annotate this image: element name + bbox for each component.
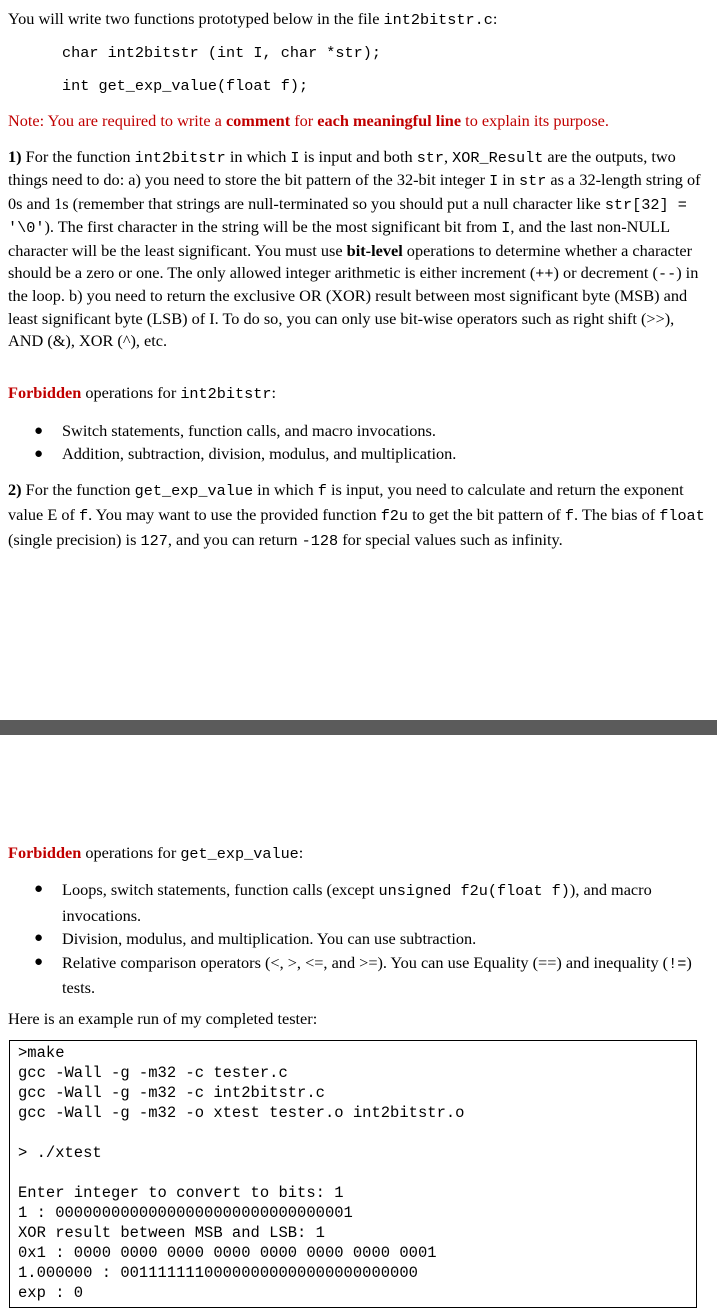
terminal-line: gcc -Wall -g -m32 -c tester.c xyxy=(18,1064,288,1082)
terminal-line xyxy=(18,1163,464,1183)
list-item: ● Division, modulus, and multiplication. You can use subtraction. xyxy=(8,927,708,951)
section-2-paragraph: 2) For the function get_exp_value in which f is input, you need to calculate and return the exponent value E of f. You may want to use the provided function f2u to get the bit pattern of f. The bias of float (single precision) is 127, and you can return -128 for special values such as infinity. xyxy=(8,480,705,550)
bullet-icon: ● xyxy=(34,930,44,946)
note-paragraph: Note: You are required to write a comment for each meaningful line to explain its purpose. xyxy=(8,111,609,130)
forbidden-get-exp-value-list xyxy=(8,878,708,1000)
filename-code: int2bitstr.c xyxy=(383,11,493,29)
terminal-line: Enter integer to convert to bits: 1 xyxy=(18,1184,344,1202)
forbidden-get-exp-value-heading: Forbidden operations for get_exp_value: xyxy=(8,843,304,863)
forbidden-int2bitstr-heading: Forbidden operations for int2bitstr: xyxy=(8,383,276,403)
page-divider xyxy=(0,720,717,735)
bullet-icon: ● xyxy=(34,423,44,439)
terminal-line: 1.000000 : 00111111100000000000000000000000 xyxy=(18,1264,418,1282)
bullet-icon: ● xyxy=(34,881,44,897)
terminal-line: gcc -Wall -g -m32 -c int2bitstr.c xyxy=(18,1084,325,1102)
terminal-line: > ./xtest xyxy=(18,1144,102,1162)
terminal-line: exp : 0 xyxy=(18,1284,84,1302)
terminal-line: gcc -Wall -g -m32 -o xtest tester.o int2bitstr.o xyxy=(18,1104,465,1122)
terminal-line: >make xyxy=(18,1044,65,1062)
section-1-paragraph: 1) For the function int2bitstr in which I is input and both str, XOR_Result are the outputs, two things need to do: a) you need to store the bit pattern of the 32-bit integer I in str as a 32-length string of 0s and 1s (remember that strings are null-terminated so you should put a null character like str[32] = '\0'). The first character in the string will be the most significant bit from I, and the last non-NULL character will be the least significant. You must use bit-level operations to determine whether a character should be a zero or one. The only allowed integer arithmetic is either increment (++) or decrement (--) in the loop. b) you need to return the exclusive OR (XOR) result between most significant byte (MSB) and least significant byte (LSB) of I. To do so, you can only use bit-wise operators such as right shift (>>), AND (&), XOR (^), etc. xyxy=(8,147,701,351)
terminal-line: XOR result between MSB and LSB: 1 xyxy=(18,1224,325,1242)
terminal-line: 1 : 00000000000000000000000000000001 xyxy=(18,1204,353,1222)
bullet-icon: ● xyxy=(34,953,44,970)
prototype-get-exp-value: int get_exp_value(float f); xyxy=(62,77,309,95)
terminal-line: 0x1 : 0000 0000 0000 0000 0000 0000 0000 0001 xyxy=(18,1244,437,1262)
list-item: ● Switch statements, function calls, and macro invocations. xyxy=(8,420,708,443)
list-item: ● Relative comparison operators (<, >, <=, and >=). You can use Equality (==) and inequality (!=) tests. xyxy=(34,952,692,997)
intro-paragraph: You will write two functions prototyped below in the file int2bitstr.c: xyxy=(8,9,498,29)
terminal-output-box xyxy=(9,1040,697,1308)
example-intro: Here is an example run of my completed tester: xyxy=(8,1009,318,1028)
list-item: ● Addition, subtraction, division, modulus, and multiplication. xyxy=(8,443,708,466)
terminal-lines xyxy=(18,1043,464,1303)
list-item: ● Loops, switch statements, function calls (except unsigned f2u(float f)), and macro invocations. xyxy=(34,880,652,925)
terminal-line xyxy=(18,1123,464,1143)
forbidden-int2bitstr-list xyxy=(8,420,708,465)
bullet-icon: ● xyxy=(34,445,44,462)
prototype-int2bitstr: char int2bitstr (int I, char *str); xyxy=(62,44,381,62)
